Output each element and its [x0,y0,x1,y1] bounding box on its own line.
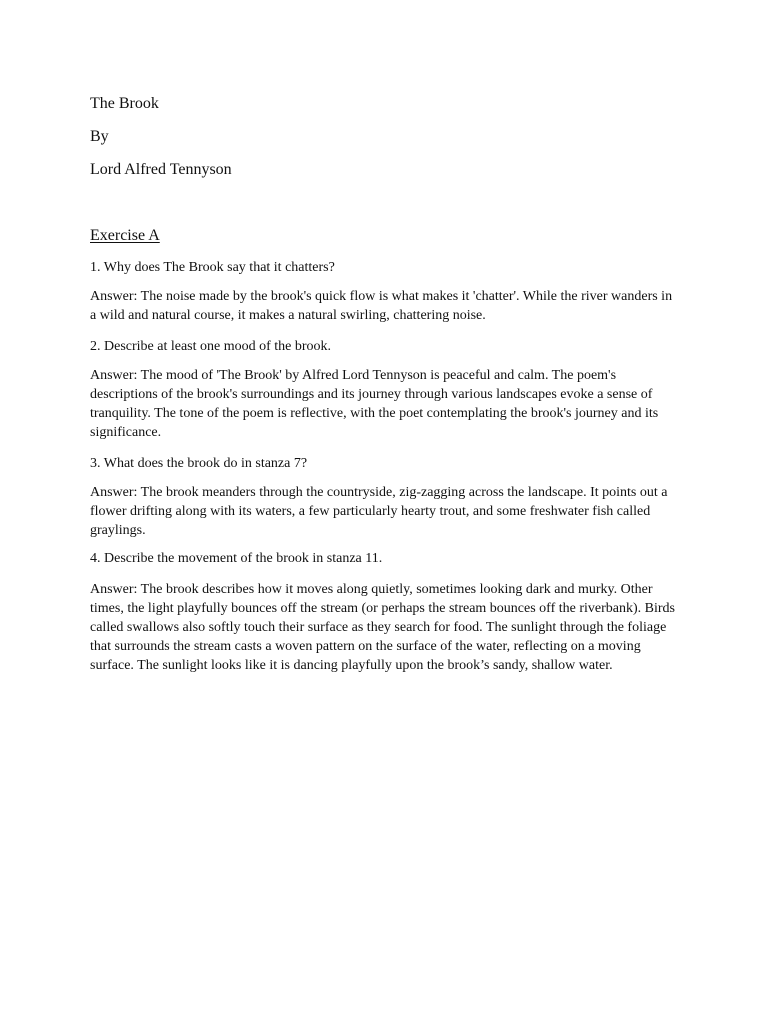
answer-4: Answer: The brook describes how it moves along quietly, sometimes looking dark and murky. Other times, the light playfully bounces off the stream (or perhaps the stream bounces off the riverbank). Birds called swallows also softly touch their surface as they search for food. The sunlight through the foliage that surrounds the stream casts a woven pattern on the surface of the water, reflecting on a moving surface. The sunlight looks like it is dancing playfully upon the brook’s sandy, shallow water. [90,582,675,673]
question-3: 3. What does the brook do in stanza 7? [90,456,308,471]
question-2: 2. Describe at least one mood of the brook. [90,339,332,354]
byline-label: By [90,128,109,145]
document-title: The Brook [90,95,159,112]
exercise-heading: Exercise A [90,227,160,244]
answer-2: Answer: The mood of 'The Brook' by Alfred Lord Tennyson is peaceful and calm. The poem's descriptions of the brook's surroundings and its journey through various landscapes evoke a sense of tranquility. The tone of the poem is reflective, with the poet contemplating the brook's journey and its significance. [90,368,659,440]
answer-1: Answer: The noise made by the brook's quick flow is what makes it 'chatter'. While the river wanders in a wild and natural course, it makes a natural swirling, chattering noise. [90,289,673,323]
question-4: 4. Describe the movement of the brook in stanza 11. [90,551,383,566]
answer-3: Answer: The brook meanders through the countryside, zig-zagging across the landscape. It points out a flower drifting along with its waters, a few particularly hearty trout, and some freshwater fish called graylings. [90,485,668,538]
question-1: 1. Why does The Brook say that it chatters? [90,260,335,275]
author-name: Lord Alfred Tennyson [90,161,232,178]
